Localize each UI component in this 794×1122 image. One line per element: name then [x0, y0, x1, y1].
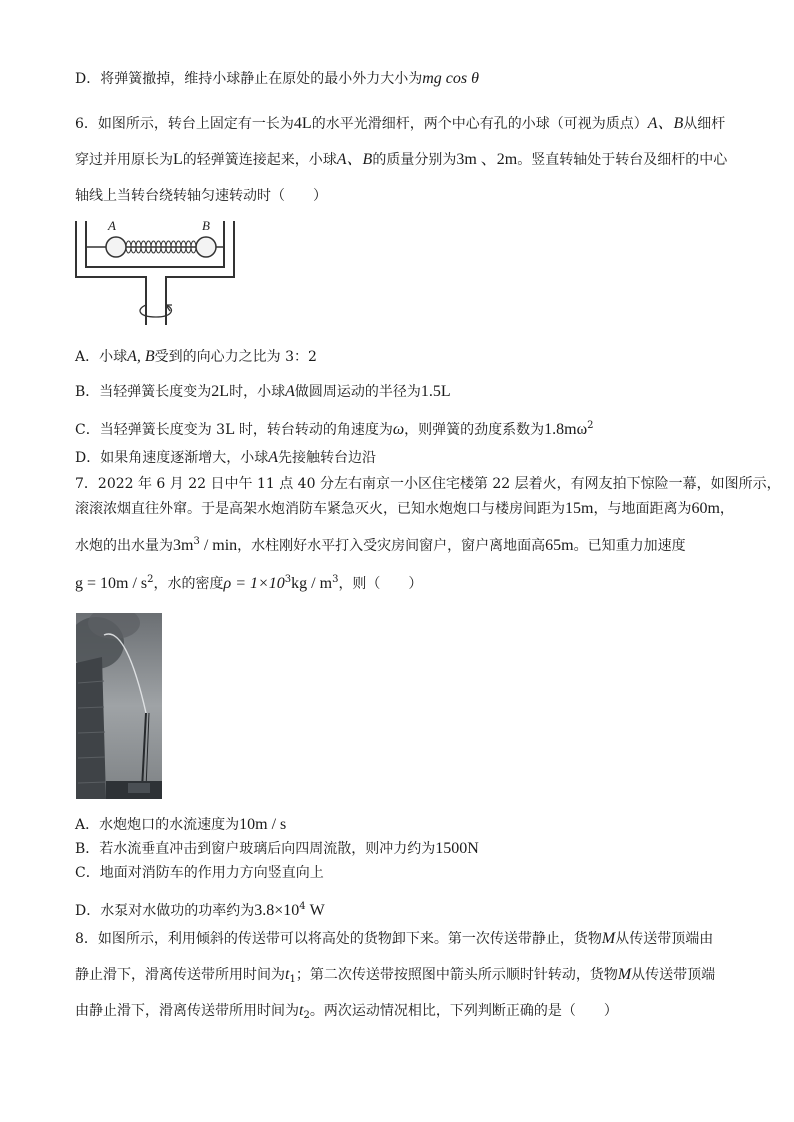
text: ，则（ ） [338, 576, 423, 592]
formula: 4L [293, 115, 312, 132]
q8-stem-line-1 [75, 929, 713, 949]
option-label: B． [75, 841, 100, 857]
formula: mg cos θ [422, 70, 479, 87]
option-text: 将弹簧撤掉，维持小球静止在原处的最小外力大小为 [100, 71, 423, 87]
text: ，与地面距离为 [593, 501, 692, 517]
option-label: D． [75, 903, 101, 919]
superscript: 3 [193, 536, 200, 547]
formula: 10m / s [239, 816, 287, 833]
formula: 3m [173, 537, 194, 554]
option-label: C． [75, 865, 100, 881]
superscript: 4 [299, 901, 306, 912]
formula: A, B [127, 348, 155, 365]
q7-option-b [75, 839, 479, 859]
spring [126, 241, 196, 253]
q7-stem-line-1: 7．2022 年 6 月 22 日中午 11 点 40 分左右南京一小区住宅楼第 22 层着火，有网友拍下惊险一幕，如图所示， [75, 476, 781, 492]
turntable-figure [74, 213, 244, 331]
q7-option-c [75, 863, 324, 883]
q7-stem-line-4 [75, 570, 422, 594]
formula: 15m [565, 500, 594, 517]
formula: / min [199, 537, 238, 554]
superscript: 3 [332, 574, 339, 585]
text: 的质量分别为 [372, 152, 457, 168]
formula: 1.5L [420, 383, 451, 400]
q7-option-d [75, 897, 325, 921]
option-label: B． [75, 384, 100, 400]
text: 时，小球 [229, 384, 286, 400]
formula: ρ = 1×10 [223, 575, 285, 592]
subscript: 2 [303, 1010, 310, 1021]
formula: g = 10m / s [75, 575, 148, 592]
option-label: A． [75, 817, 100, 833]
subscript: 1 [289, 974, 296, 985]
formula: M [617, 966, 632, 983]
option-label: A． [75, 349, 100, 365]
text: 从细杆 [683, 116, 726, 132]
rotation-arrow-icon [140, 305, 172, 317]
formula: L [173, 151, 183, 168]
ball-a-label: A [108, 218, 116, 233]
formula: 60m [691, 500, 720, 517]
q6-option-d [75, 448, 376, 468]
formula: 3.8×10 [254, 902, 300, 919]
text: 做圆周运动的半径为 [294, 384, 421, 400]
text: 穿过并用原长为 [75, 152, 173, 168]
q8-stem-line-3 [75, 1001, 618, 1026]
q8-stem-line-2 [75, 965, 715, 990]
text: 当轻弹簧长度变为 3L 时，转台转动的角速度为 [99, 422, 393, 438]
text: ，水的密度 [153, 576, 224, 592]
q5-option-d [75, 69, 479, 89]
q6-stem-line-2 [75, 150, 727, 170]
text: 由静止滑下，滑离传送带所用时间为 [75, 1003, 299, 1019]
q6-stem-line-1 [75, 114, 725, 134]
text: ，水柱刚好水平打入受灾房间窗户，窗户离地面高 [237, 538, 546, 554]
option-label: D． [75, 450, 101, 466]
text: 小球 [99, 349, 128, 365]
text: 8．如图所示，利用倾斜的传送带可以将高处的货物卸下来。第一次传送带静止，货物 [75, 931, 602, 947]
text: 静止滑下，滑离传送带所用时间为 [75, 967, 285, 983]
text: 受到的向心力之比为 3：2 [154, 349, 317, 365]
text: 若水流垂直冲击到窗户玻璃后向四周流散，则冲力约为 [99, 841, 436, 857]
text: ， [719, 501, 734, 517]
option-label: C． [75, 422, 100, 438]
text: 如图所示，转台上固定有一长为 [97, 116, 294, 132]
formula: kg / m [291, 575, 333, 592]
superscript: 3 [284, 574, 292, 585]
ball-b [196, 237, 216, 257]
ball-a [106, 237, 126, 257]
formula: 3m 、2m [456, 151, 518, 168]
text: ；第二次传送带按照图中箭头所示顺时针转动，货物 [295, 967, 618, 983]
text: 水炮的出水量为 [75, 538, 173, 554]
formula: 1500N [435, 840, 479, 857]
formula: ω [392, 421, 405, 438]
formula: A、B [647, 115, 684, 132]
text: 的水平光滑细杆，两个中心有孔的小球（可视为质点） [311, 116, 648, 132]
ball-b-label: B [202, 218, 210, 233]
formula: A [285, 383, 295, 400]
option-label: D． [75, 71, 101, 87]
text: 先接触转台边沿 [278, 450, 377, 466]
text: 如果角速度逐渐增大，小球 [100, 450, 269, 466]
text: 。竖直转轴处于转台及细杆的中心 [517, 152, 728, 168]
superscript: 2 [147, 574, 154, 585]
formula: A [268, 449, 279, 466]
superscript: 2 [587, 420, 594, 431]
text: 从传送带顶端由 [615, 931, 714, 947]
q7-stem-line-2 [75, 499, 734, 519]
text: 的轻弹簧连接起来，小球 [182, 152, 337, 168]
q6-option-a [75, 347, 317, 367]
text: ，则弹簧的劲度系数为 [404, 422, 545, 438]
formula: A、B [336, 151, 373, 168]
text: 。两次运动情况相比，下列判断正确的是（ ） [309, 1003, 618, 1019]
text: 。已知重力加速度 [573, 538, 686, 554]
text: 水泵对水做功的功率约为 [100, 903, 255, 919]
text: 从传送带顶端 [631, 967, 716, 983]
text: 地面对消防车的作用力方向竖直向上 [99, 865, 324, 881]
formula: W [305, 902, 325, 919]
formula: 65m [545, 537, 574, 554]
fire-photo [76, 613, 162, 799]
q7-option-a [75, 815, 286, 835]
q6-stem-line-3: 轴线上当转台绕转轴匀速转动时（ ） [75, 188, 327, 204]
text: 滚滚浓烟直往外窜。于是高架水炮消防车紧急灭火，已知水炮炮口与楼房间距为 [75, 501, 565, 517]
q6-option-c [75, 416, 593, 440]
formula: t [299, 1002, 304, 1019]
text: 当轻弹簧长度变为 [99, 384, 212, 400]
q7-stem-line-3 [75, 532, 686, 556]
formula: M [601, 930, 616, 947]
formula: 1.8mω [544, 421, 588, 438]
q6-option-b [75, 382, 451, 402]
formula: 2L [211, 383, 230, 400]
question-number: 6． [75, 116, 98, 132]
text: 水炮炮口的水流速度为 [99, 817, 240, 833]
formula: t [285, 966, 290, 983]
